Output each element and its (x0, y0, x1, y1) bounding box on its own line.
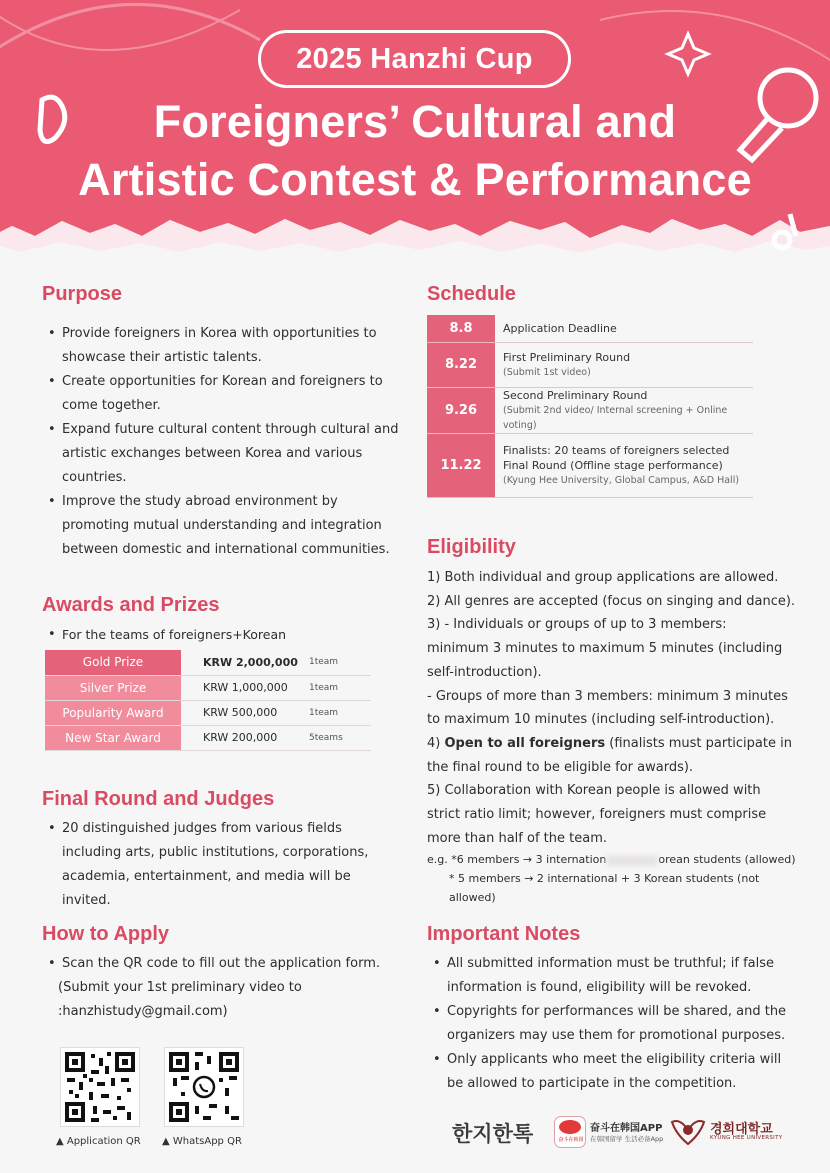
table-row (45, 650, 371, 675)
example-line: * 5 members → 2 international + 3 Korean students (not allowed) (449, 872, 760, 905)
qr-pattern (165, 1048, 243, 1126)
list-item: • Expand future cultural content through cultural and artistic exchanges between Korea and various countries. (42, 418, 402, 490)
schedule-date: 8.8 (427, 315, 495, 342)
apply-video-note: (Submit your 1st preliminary video to (58, 980, 302, 995)
whatsapp-qr-caption: ▲ WhatsApp QR (162, 1136, 242, 1147)
final-round-list (42, 817, 392, 913)
prize-amount: KRW 500,000 (181, 700, 299, 725)
schedule-date: 11.22 (427, 433, 495, 497)
eligibility-line: 1) Both individual and group applications are allowed. (427, 570, 779, 585)
prize-count: 1team (299, 700, 371, 725)
awards-heading: Awards and Prizes (42, 594, 220, 616)
list-item: • Create opportunities for Korean and foreigners to come together. (42, 370, 402, 418)
list-item: • Copyrights for performances will be shared, and the organizers may use them for promotional purposes. (427, 1000, 787, 1048)
list-item: • Only applicants who meet the eligibility criteria will be allowed to participate in the competition. (427, 1048, 787, 1096)
awards-note-list (42, 623, 382, 647)
kyunghee-emblem-icon (670, 1116, 706, 1146)
eligibility-line: 2) All genres are accepted (focus on singing and dance). (427, 593, 796, 609)
hanji-logo: 한지한톡 (452, 1122, 534, 1146)
list-item: • Provide foreigners in Korea with opportunities to showcase their artistic talents. (42, 322, 402, 370)
awards-section (42, 593, 382, 751)
application-qr-caption: ▲ Application QR (56, 1136, 141, 1147)
schedule-subtitle: (Kyung Hee University, Global Campus, A&D Hall) (503, 474, 740, 486)
final-round-section (42, 787, 392, 913)
table-row (427, 387, 753, 433)
list-item: • 20 distinguished judges from various fields including arts, public institutions, corporations, academia, entertainment, and media will be invited. (42, 817, 392, 913)
notes-list (427, 952, 787, 1096)
apply-email[interactable]: :hanzhistudy@gmail.com) (58, 1004, 228, 1019)
eligibility-line: - Groups of more than 3 members: minimum 3 minutes (427, 688, 788, 704)
prize-name: Popularity Award (45, 700, 181, 725)
table-row (427, 315, 753, 342)
table-row (45, 725, 371, 750)
prize-amount: KRW 1,000,000 (181, 675, 299, 700)
eligibility-line: to maximum 10 minutes (including self-introduction). (427, 712, 775, 728)
schedule-title: Application Deadline (495, 315, 753, 342)
eligibility-line: the final round to be eligible for awards). (427, 759, 694, 775)
eligibility-prefix: 4) (427, 735, 445, 751)
list-item: • Improve the study abroad environment by promoting mutual understanding and integration between domestic and international communities. (42, 490, 402, 562)
eligibility-line: 5) Collaboration with Korean people is allowed with (427, 783, 761, 799)
purpose-section (42, 282, 402, 562)
schedule-subtitle: (Submit 2nd video/ Internal screening + Online voting) (503, 404, 728, 431)
example-line (427, 850, 807, 869)
table-row (427, 433, 753, 497)
eligibility-line (427, 732, 807, 756)
eligibility-bold: Open to all foreigners (444, 735, 606, 751)
eligibility-line: strict ratio limit; however, foreigners must comprise (427, 807, 767, 823)
eligibility-line: minimum 3 minutes to maximum 5 minutes (including (427, 641, 783, 657)
final-round-heading: Final Round and Judges (42, 788, 275, 810)
schedule-title: Finalists: 20 teams of foreigners selected (503, 443, 730, 457)
table-row (427, 342, 753, 387)
schedule-table (427, 315, 753, 498)
eligibility-line: more than half of the team. (427, 830, 607, 846)
prize-amount: KRW 200,000 (181, 725, 299, 750)
schedule-cell (495, 433, 753, 497)
schedule-heading: Schedule (427, 283, 516, 305)
schedule-subtitle: (Submit 1st video) (503, 366, 591, 378)
app-icon-text: 奋斗在韩国 (558, 1137, 584, 1143)
eligibility-line: 3) - Individuals or groups of up to 3 members: (427, 617, 727, 633)
eligibility-heading: Eligibility (427, 536, 516, 558)
table-row (45, 675, 371, 700)
eligibility-line: self-introduction). (427, 664, 542, 680)
schedule-title-2: Final Round (Offline stage performance) (503, 458, 723, 472)
eligibility-rest: (finalists must participate in (605, 735, 792, 751)
apply-list (42, 952, 402, 976)
qr-pattern (61, 1048, 139, 1126)
schedule-cell (495, 342, 753, 387)
prize-name: New Star Award (45, 725, 181, 750)
app-logo-subtitle: 在韩国留学 生活必备App (590, 1135, 664, 1143)
blurred-text (606, 855, 658, 866)
notes-section (427, 922, 787, 1096)
prize-name: Gold Prize (45, 650, 181, 675)
how-to-apply-section (42, 922, 402, 1024)
schedule-date: 8.22 (427, 342, 495, 387)
page-title-line1: Foreigners’ Cultural and (153, 96, 677, 147)
prize-count: 1team (299, 675, 371, 700)
schedule-section (427, 282, 757, 498)
app-logo-icon (554, 1116, 586, 1148)
list-item: • All submitted information must be truthful; if false information is found, eligibility will be revoked. (427, 952, 787, 1000)
awards-note: • For the teams of foreigners+Korean (42, 623, 382, 647)
eligibility-section (427, 535, 807, 907)
example-start: e.g. *6 members → 3 internation (427, 853, 607, 867)
purpose-heading: Purpose (42, 283, 123, 305)
prize-count: 1team (299, 650, 371, 675)
kyunghee-logo-english: KYUNG HEE UNIVERSITY (710, 1135, 783, 1141)
prize-count: 5teams (299, 725, 371, 750)
schedule-date: 9.26 (427, 387, 495, 433)
purpose-list (42, 322, 402, 562)
apply-instruction: • Scan the QR code to fill out the application form. (42, 952, 402, 976)
schedule-title: First Preliminary Round (503, 350, 631, 364)
prize-table (45, 650, 371, 751)
notes-heading: Important Notes (427, 923, 581, 945)
example-end: orean students (allowed) (658, 853, 796, 867)
event-badge: 2025 Hanzhi Cup (258, 30, 571, 88)
table-row (45, 700, 371, 725)
schedule-cell (495, 387, 753, 433)
header-banner (0, 0, 830, 262)
app-logo-title: 奋斗在韩国APP (590, 1123, 663, 1134)
application-qr-code[interactable] (60, 1047, 140, 1127)
prize-amount: KRW 2,000,000 (181, 650, 299, 675)
kyunghee-logo-text: 경희대학교 (710, 1122, 773, 1137)
schedule-title: Second Preliminary Round (503, 388, 648, 402)
page-title-line2: Artistic Contest & Performance (78, 154, 752, 205)
app-icon-shape (559, 1120, 581, 1134)
prize-name: Silver Prize (45, 675, 181, 700)
whatsapp-qr-code[interactable] (164, 1047, 244, 1127)
how-to-apply-heading: How to Apply (42, 923, 170, 945)
